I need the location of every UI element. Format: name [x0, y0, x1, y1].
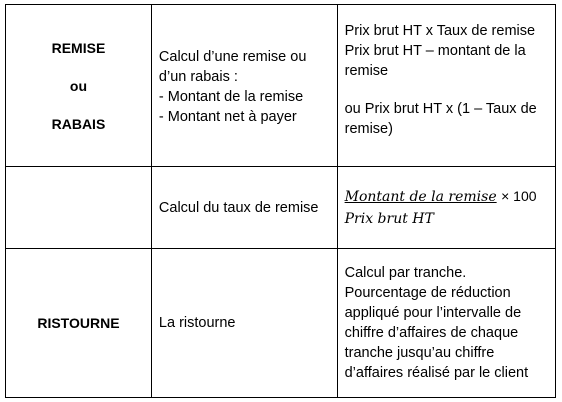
row-formula-taux [337, 167, 555, 249]
description-line: Calcul d’une remise ou [158, 49, 307, 65]
row-description-ristourne [151, 249, 337, 398]
label-ou: ou [69, 77, 87, 94]
formula-line: ou Prix brut HT x (1 – Taux de [344, 101, 537, 117]
formula-line: remise) [344, 121, 393, 137]
table-row-remise [6, 5, 556, 167]
row-formula-ristourne [337, 249, 555, 398]
description-line: d’un rabais : [158, 69, 238, 85]
formula-line: Prix brut HT – montant de la [344, 43, 526, 59]
formula-line: chiffre d’affaires de chaque [344, 325, 519, 341]
formula-line: Pourcentage de réduction [344, 285, 511, 301]
description-line: - Montant de la remise [158, 89, 304, 105]
table-row-ristourne [6, 249, 556, 398]
formula-line: appliqué pour l’intervalle de [344, 305, 522, 321]
description-line: - Montant net à payer [158, 109, 297, 125]
formula-multiplier: × 100 [501, 188, 537, 204]
label-remise: REMISE [51, 39, 106, 56]
row-label-ristourne [6, 249, 152, 398]
description-line: La ristourne [158, 315, 236, 331]
label-rabais: RABAIS [51, 115, 106, 132]
formula-line: tranche jusqu’au chiffre [344, 345, 495, 361]
table-row-taux [6, 167, 556, 249]
rate-formula [345, 185, 548, 230]
row-description-taux [151, 167, 337, 249]
description-line: Calcul du taux de remise [158, 199, 319, 216]
row-label-remise [6, 5, 152, 167]
formula-numerator: Montant de la remise [344, 189, 497, 205]
formula-line: remise [344, 63, 389, 79]
row-description-remise [151, 5, 337, 167]
formula-line: Calcul par tranche. [344, 265, 467, 281]
label-ristourne: RISTOURNE [37, 315, 120, 331]
row-label-empty [6, 167, 152, 249]
formula-spacer [345, 81, 548, 99]
discount-table [5, 4, 556, 398]
row-formula-remise [337, 5, 555, 167]
formula-line: d’affaires réalisé par le client [344, 365, 529, 381]
formula-line: Prix brut HT x Taux de remise [344, 23, 536, 39]
formula-denominator: Prix brut HT [344, 211, 434, 227]
